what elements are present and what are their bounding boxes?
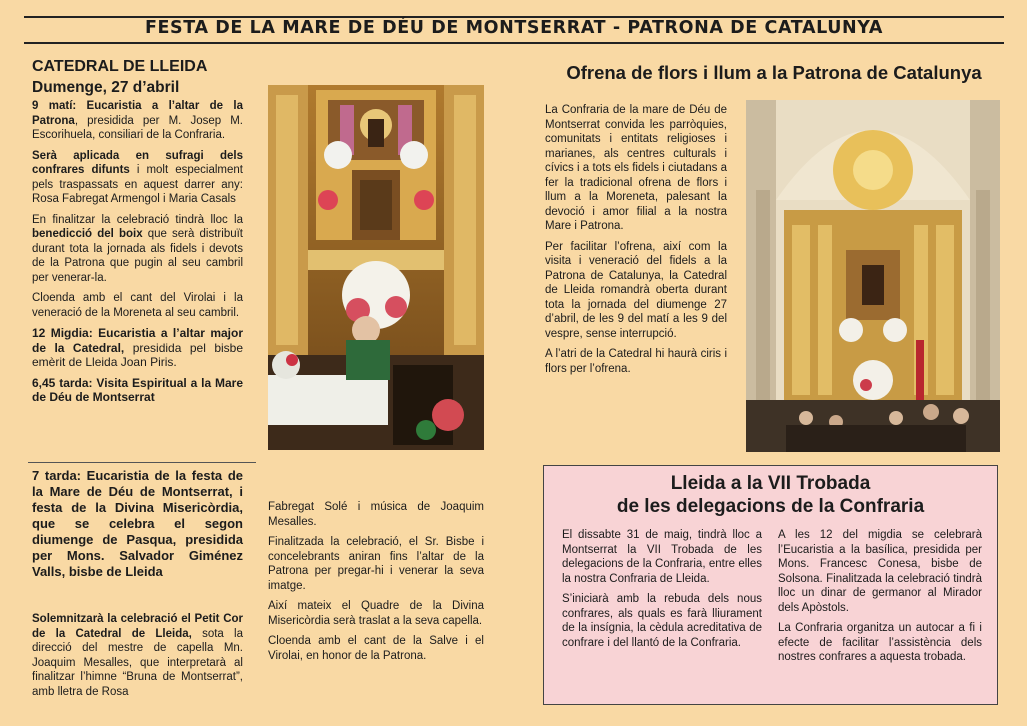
trobada-column-left: [562, 528, 762, 656]
paragraph-eucaristia-7: 7 tarda: Eucaristia de la festa de la Mare de Déu de Montserrat, i festa de la Divina Misericòrdia, que se celebra el segon diumenge de Pasqua, presidida per Mons. Salvador Giménez Valls, bisbe de Lleida: [32, 468, 243, 579]
trobada-box: [543, 465, 998, 705]
petit-cor-heading: Solemnitzarà la celebració el Petit Cor de la Catedral de Lleida,: [32, 613, 243, 640]
visita-heading: 6,45 tarda: Visita Espiritual a la Mare de Déu de Montserrat: [32, 375, 243, 404]
migdia-heading: 12 Migdia: Eucaristia a l’altar major de la Catedral,: [32, 326, 243, 355]
paragraph-trobada-data: El dissabte 31 de maig, tindrà lloc a Montserrat la VII Trobada de les delegacions de la Confraria, entre elles la nostra Confraria de Lleida.: [562, 529, 762, 585]
paragraph-visita: [32, 376, 243, 405]
petit-cor-text: sota la direcció del mestre de capella Mn. Joaquim Mesalles, que interpretarà al finalitzar l’himne “Bruna de Montserrat”, amb lletra de Rosa: [32, 627, 244, 698]
mass-9-heading: 9 matí: Eucaristia a l’altar de la Patrona: [32, 100, 243, 127]
boix-bold: benedicció del boix: [32, 228, 143, 240]
paragraph-ofrena-ciris: A l’atri de la Catedral hi haurà ciris i flors per l’ofrena.: [545, 348, 727, 375]
paragraph-trobada-eucaristia: A les 12 del migdia se celebrarà l’Eucaristia a la basílica, presidida per Mons. Francesc Conesa, bisbe de Solsona. Finalitzada la celebració tindrà lloc un dinar de germanor al Mirador dels Apòstols.: [778, 529, 982, 614]
trobada-title-line1: Lleida a la VII Trobada: [670, 473, 871, 494]
paragraph-petit-cor: [32, 612, 243, 699]
trobada-title: [544, 472, 997, 518]
altar-major-image: [746, 100, 1000, 452]
column-divider: [28, 462, 256, 463]
paragraph-boix: [32, 213, 243, 286]
paragraph-mass-9: [32, 99, 243, 143]
altar-patrona-image: [268, 85, 484, 450]
paragraph-ofrena-horari: Per facilitar l’ofrena, així com la visita i veneració del fidels a la Patrona de Catalunya, la Catedral de Lleida romandrà oberta durant tota la jornada del diumenge 27 d’abril, de les 9 del matí a les 9 del vespre, sense interrupció.: [545, 240, 727, 340]
paragraph-cloenda-virolai: Cloenda amb el cant del Virolai i la veneració de la Moreneta al seu cambril.: [32, 292, 243, 319]
paragraph-quadre: Així mateix el Quadre de la Divina Misericòrdia serà traslat a la seva capella.: [268, 600, 484, 627]
paragraph-trobada-autocar: La Confraria organitza un autocar a fi i efecte de facilitar l’assistència dels nostres confrares a aquesta trobada.: [778, 622, 982, 663]
paragraph-sufragi: [32, 149, 243, 207]
ofrena-column: [545, 103, 727, 382]
middle-column: [268, 500, 484, 669]
paragraph-trobada-rebuda: S’iniciarà amb la rebuda dels nous confrares, als quals es farà lliurament de la insígnia, la cèdula acreditativa de confrare i del llantó de la Confraria.: [562, 593, 762, 649]
paragraph-fabregat: Fabregat Solé i música de Joaquim Mesalles.: [268, 501, 484, 528]
photo-altar-major: [746, 100, 1000, 452]
boix-text-b: que serà distribuït durant tota la jornada als fidels i devots de la Patrona que pugin al seu cambril per venerar-la.: [32, 228, 244, 284]
trobada-title-line2: de les delegacions de la Confraria: [616, 496, 925, 517]
paragraph-bisbe: Finalitzada la celebració, el Sr. Bisbe i concelebrants aniran fins l’altar de la Patrona per pregar-hi i venerar la seva imatge.: [268, 536, 484, 592]
paragraph-migdia: [32, 326, 243, 370]
sufragi-heading: Serà aplicada en sufragi dels confrares difunts: [32, 149, 243, 176]
paragraph-ofrena-invitacio: La Confraria de la mare de Déu de Montserrat convida les parròquies, comunitats i entitats religioses i marianes, als centres culturals i cívics i a tots els fidels i ciutadans a fer la tradicional ofrena de flors i llum a la Moreneta, palesant la devoció i amor filial a la nostra Mare i Patrona.: [545, 104, 727, 232]
header-rule-bottom: [24, 42, 1004, 44]
mass-9-text: , presidida per M. Josep M. Escorihuela, consiliari de la Confraria.: [32, 114, 243, 141]
paragraph-cloenda-salve: Cloenda amb el cant de la Salve i el Virolai, en honor de la Patrona.: [268, 635, 484, 662]
migdia-text: presidida pel bisbe emèrit de Lleida Joan Piris.: [32, 340, 244, 369]
section-heading-catedral: CATEDRAL DE LLEIDA: [32, 58, 208, 75]
left-column: [32, 60, 243, 411]
page-title: FESTA DE LA MARE DE DÉU DE MONTSERRAT - PATRONA DE CATALUNYA: [144, 18, 884, 38]
section-heading-ofrena: Ofrena de flors i llum a la Patrona de Catalunya: [566, 62, 982, 83]
sufragi-text: i molt especialment pels traspassats en aquest darrer any: Rosa Fabregat Armengol i Maria Casals: [32, 164, 243, 205]
photo-altar-patrona: [268, 85, 484, 450]
boix-text-a: En finalitzar la celebració tindrà lloc la: [32, 213, 243, 226]
event-date: Dumenge, 27 d’abril: [32, 78, 180, 96]
page-header: [24, 16, 1004, 44]
trobada-column-right: [778, 528, 982, 671]
